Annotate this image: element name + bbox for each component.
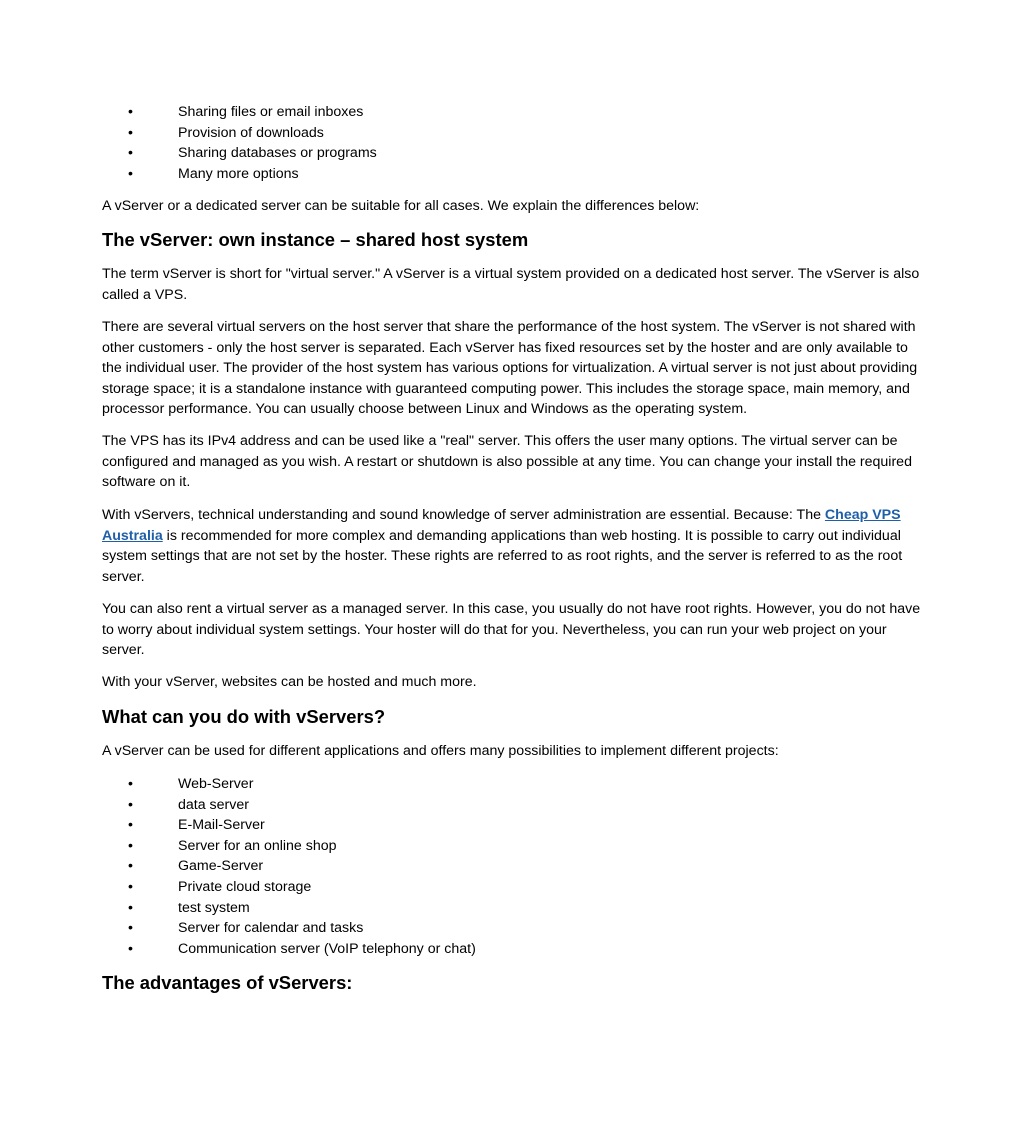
bullet-icon: • — [128, 165, 133, 182]
section-heading-what-can-you-do: What can you do with vServers? — [102, 706, 386, 727]
bullet-icon: • — [128, 104, 133, 120]
paragraph-managed-server: You can also rent a virtual server as a managed server. In this case, you usually do not have root rights. However, you do not have to worry about individual system settings. Your hoster will do that for you. Nevertheless, you can run your web project on your server. — [102, 601, 921, 659]
bullet-icon: • — [128, 837, 133, 854]
paragraph-root-rights: With vServers, technical understanding and sound knowledge of server administration are essential. Because: The Cheap VPS Australia is recommended for more complex and demanding applications than web hosting. It is possible to carry out individual system settings that are not set by the hoster. These rights are referred to as root rights, and the server is referred to as the root server. — [102, 507, 903, 585]
section-heading-vserver: The vServer: own instance – shared host system — [102, 229, 529, 250]
bullet-icon: • — [128, 817, 133, 834]
bullet-icon: • — [128, 899, 133, 916]
cheap-vps-australia-link[interactable]: Cheap VPS Australia — [102, 507, 901, 544]
paragraph-applications: A vServer can be used for different applications and offers many possibilities to implement different projects: — [102, 743, 779, 759]
bullet-icon: • — [128, 145, 133, 162]
paragraph-definition: The term vServer is short for "virtual server." A vServer is a virtual system provided on a dedicated host server. The vServer is also called a VPS. — [102, 266, 920, 303]
paragraph-host-server: There are several virtual servers on the host server that share the performance of the host system. The vServer is not shared with other customers - only the host server is separated. Each vServer has fixed resources set by the hoster and are only available to the individual user. The provider of the host system has various options for virtualization. A virtual server is not just about providing storage space; it is a standalone instance with guaranteed computing power. This includes the storage space, main memory, and processor performance. You can usually choose between Linux and Windows as the operating system. — [102, 319, 918, 418]
bullet-icon: • — [128, 796, 133, 813]
bullet-icon: • — [128, 124, 133, 141]
paragraph-websites: With your vServer, websites can be hosted and much more. — [102, 674, 477, 690]
bullet-icon: • — [128, 776, 133, 792]
intro-paragraph: A vServer or a dedicated server can be suitable for all cases. We explain the differences below: — [102, 198, 700, 214]
bullet-icon: • — [128, 940, 133, 957]
paragraph-ipv4: The VPS has its IPv4 address and can be used like a "real" server. This offers the user many options. The virtual server can be configured and managed as you wish. A restart or shutdown is also possible at any time. You can change your install the required software on it. — [102, 433, 912, 491]
bullet-icon: • — [128, 920, 133, 937]
bullet-icon: • — [128, 858, 133, 875]
section-heading-advantages: The advantages of vServers: — [102, 972, 353, 993]
bullet-icon: • — [128, 878, 133, 895]
